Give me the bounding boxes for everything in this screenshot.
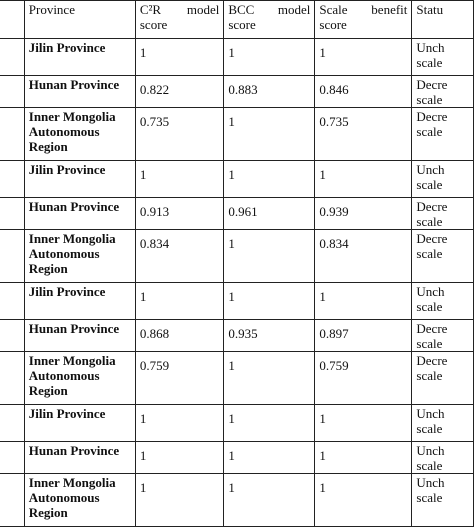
scale-cell: 1 bbox=[315, 405, 412, 442]
c2r-cell: 1 bbox=[135, 442, 223, 474]
status-cell bbox=[412, 283, 474, 320]
scale-cell: 0.735 bbox=[315, 108, 412, 161]
header-cell-bcc bbox=[224, 1, 315, 39]
table-row bbox=[0, 405, 474, 442]
bcc-cell: 0.883 bbox=[224, 76, 315, 108]
scale-cell: 1 bbox=[315, 161, 412, 198]
scale-cell: 1 bbox=[315, 39, 412, 76]
table-row bbox=[0, 230, 474, 283]
header-label-benefit: benefit bbox=[371, 2, 408, 17]
status-cell bbox=[412, 320, 474, 352]
status-line1: Unch bbox=[416, 40, 445, 55]
status-line2: scale bbox=[416, 336, 443, 351]
status-cell bbox=[412, 108, 474, 161]
bcc-cell: 1 bbox=[224, 230, 315, 283]
table-body bbox=[0, 39, 474, 527]
bcc-cell: 1 bbox=[224, 283, 315, 320]
header-cell-status bbox=[412, 1, 474, 39]
header-label-scale: Scale bbox=[319, 2, 348, 17]
status-line2: scale bbox=[416, 368, 443, 383]
bcc-cell: 1 bbox=[224, 405, 315, 442]
row-label-cell bbox=[0, 108, 24, 161]
province-cell: Jilin Province bbox=[24, 161, 135, 198]
status-line2: scale bbox=[416, 246, 443, 261]
status-line1: Decre bbox=[416, 77, 448, 92]
table-row bbox=[0, 198, 474, 230]
bcc-cell: 1 bbox=[224, 474, 315, 527]
status-line1: Unch bbox=[416, 162, 445, 177]
scale-cell: 0.759 bbox=[315, 352, 412, 405]
province-cell: Jilin Province bbox=[24, 39, 135, 76]
c2r-cell: 0.868 bbox=[135, 320, 223, 352]
status-line2: scale bbox=[416, 421, 443, 436]
header-label-bcc-score: score bbox=[228, 17, 256, 32]
header-label-scale-score: score bbox=[319, 17, 347, 32]
table-row bbox=[0, 161, 474, 198]
status-line1: Decre bbox=[416, 199, 448, 214]
row-label-cell bbox=[0, 405, 24, 442]
scale-cell: 0.846 bbox=[315, 76, 412, 108]
scale-cell: 1 bbox=[315, 442, 412, 474]
header-label-bcc-model: model bbox=[277, 2, 311, 17]
province-cell: Inner Mongolia Autonomous Region bbox=[24, 230, 135, 283]
header-label-c2r-score: score bbox=[139, 17, 168, 32]
status-line2: scale bbox=[416, 92, 443, 107]
status-line2: scale bbox=[416, 177, 443, 192]
status-cell bbox=[412, 352, 474, 405]
table-row bbox=[0, 283, 474, 320]
status-cell bbox=[412, 474, 474, 527]
header-label-c2r-model: model bbox=[186, 2, 220, 17]
bcc-cell: 1 bbox=[224, 39, 315, 76]
header-label-c2r: C²R bbox=[139, 2, 162, 17]
row-label-cell bbox=[0, 161, 24, 198]
table-row bbox=[0, 352, 474, 405]
header-cell-col0 bbox=[0, 1, 24, 39]
status-line1: Unch bbox=[416, 406, 445, 421]
province-cell: Hunan Province bbox=[24, 198, 135, 230]
table-row bbox=[0, 442, 474, 474]
c2r-cell: 1 bbox=[135, 474, 223, 527]
status-line1: Decre bbox=[416, 109, 448, 124]
table-row bbox=[0, 474, 474, 527]
province-cell: Hunan Province bbox=[24, 442, 135, 474]
c2r-cell: 0.913 bbox=[135, 198, 223, 230]
bcc-cell: 0.961 bbox=[224, 198, 315, 230]
header-label-bcc: BCC bbox=[228, 2, 255, 17]
status-line2: scale bbox=[416, 458, 443, 473]
scale-cell: 0.897 bbox=[315, 320, 412, 352]
c2r-cell: 1 bbox=[135, 283, 223, 320]
c2r-cell: 0.735 bbox=[135, 108, 223, 161]
table-row bbox=[0, 39, 474, 76]
status-line2: scale bbox=[416, 214, 443, 229]
status-cell bbox=[412, 39, 474, 76]
c2r-cell: 0.834 bbox=[135, 230, 223, 283]
status-cell bbox=[412, 161, 474, 198]
bcc-cell: 1 bbox=[224, 161, 315, 198]
bcc-cell: 1 bbox=[224, 352, 315, 405]
header-cell-province bbox=[24, 1, 135, 39]
province-cell: Inner Mongolia Autonomous Region bbox=[24, 108, 135, 161]
province-cell: Hunan Province bbox=[24, 76, 135, 108]
status-line2: scale bbox=[416, 124, 443, 139]
table-row bbox=[0, 76, 474, 108]
status-cell bbox=[412, 405, 474, 442]
c2r-cell: 1 bbox=[135, 161, 223, 198]
status-line1: Decre bbox=[416, 321, 448, 336]
scale-cell: 0.939 bbox=[315, 198, 412, 230]
status-line2: scale bbox=[416, 490, 443, 505]
header-cell-c2r bbox=[135, 1, 223, 39]
header-label-province: Province bbox=[28, 2, 75, 17]
row-label-cell bbox=[0, 39, 24, 76]
status-cell bbox=[412, 198, 474, 230]
c2r-cell: 0.822 bbox=[135, 76, 223, 108]
bcc-cell: 1 bbox=[224, 108, 315, 161]
province-cell: Inner Mongolia Autonomous Region bbox=[24, 474, 135, 527]
status-line1: Decre bbox=[416, 231, 448, 246]
c2r-cell: 1 bbox=[135, 39, 223, 76]
status-cell bbox=[412, 230, 474, 283]
province-cell: Jilin Province bbox=[24, 283, 135, 320]
bcc-cell: 0.935 bbox=[224, 320, 315, 352]
bcc-cell: 1 bbox=[224, 442, 315, 474]
header-row bbox=[0, 1, 474, 39]
scale-cell: 0.834 bbox=[315, 230, 412, 283]
province-cell: Hunan Province bbox=[24, 320, 135, 352]
table-row bbox=[0, 108, 474, 161]
row-label-cell bbox=[0, 320, 24, 352]
status-line2: scale bbox=[416, 299, 443, 314]
status-cell bbox=[412, 76, 474, 108]
table-row bbox=[0, 320, 474, 352]
header-cell-scale-benefit bbox=[315, 1, 412, 39]
scale-cell: 1 bbox=[315, 283, 412, 320]
row-label-cell bbox=[0, 230, 24, 283]
row-label-cell bbox=[0, 352, 24, 405]
status-line2: scale bbox=[416, 55, 443, 70]
c2r-cell: 1 bbox=[135, 405, 223, 442]
row-label-cell bbox=[0, 474, 24, 527]
status-line1: Decre bbox=[416, 353, 448, 368]
row-label-cell bbox=[0, 198, 24, 230]
row-label-cell bbox=[0, 76, 24, 108]
status-cell bbox=[412, 442, 474, 474]
header-label-status: Statu bbox=[416, 2, 444, 17]
status-line1: Unch bbox=[416, 443, 445, 458]
row-label-cell bbox=[0, 442, 24, 474]
status-line1: Unch bbox=[416, 475, 445, 490]
row-label-cell bbox=[0, 283, 24, 320]
province-cell: Inner Mongolia Autonomous Region bbox=[24, 352, 135, 405]
province-cell: Jilin Province bbox=[24, 405, 135, 442]
status-line1: Unch bbox=[416, 284, 445, 299]
c2r-cell: 0.759 bbox=[135, 352, 223, 405]
scale-cell: 1 bbox=[315, 474, 412, 527]
